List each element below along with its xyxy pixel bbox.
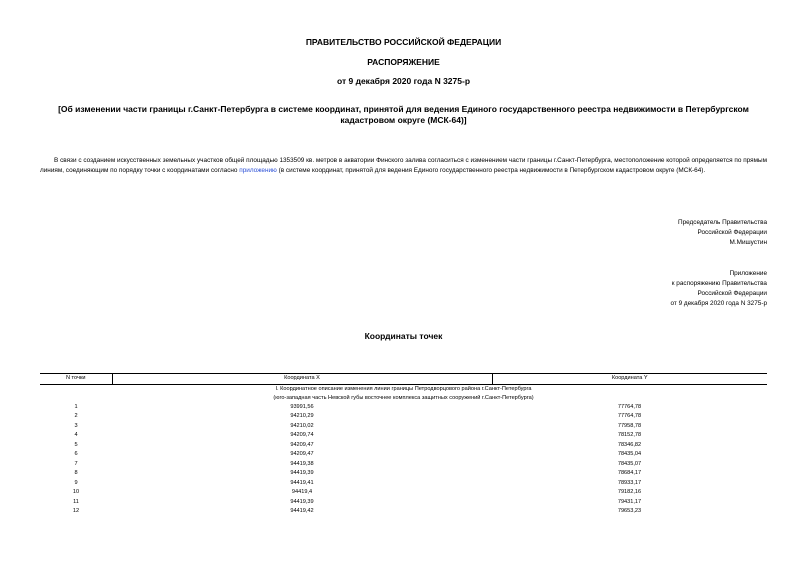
- signature-block: [567, 218, 767, 248]
- point-number: 5: [74, 441, 78, 448]
- coordinate-y: 78435,04: [617, 451, 642, 457]
- table-row: [40, 422, 767, 432]
- coordinate-x: 94419,41: [290, 479, 314, 486]
- paragraph-text-end: (в системе координат, принятой для ведения Единого государственного реестра недвижимости в Петербургском кадастровом округе (МСК-64).: [276, 167, 706, 174]
- coordinate-y: 79182,16: [617, 489, 642, 495]
- appendix-label: Приложение: [729, 270, 767, 277]
- coordinate-x: 94419,4: [291, 489, 313, 495]
- table-row: [40, 431, 767, 441]
- point-number: 2: [74, 413, 78, 419]
- paragraph-text-start: В связи с созданием искусственных земельных участков общей площадью 1353509 кв. метров в акватории Финского залива согласиться с изменением части границы г.Санкт-Петербурга, местоположение которой определяется по прямым линиям, соединяющим по порядку точки с координатами согласно: [40, 157, 767, 174]
- table-row: [40, 403, 767, 413]
- coordinate-y: 78933,17: [617, 479, 642, 486]
- document-date-number: от 9 декабря 2020 года N 3275-р: [336, 76, 471, 86]
- appendix-link[interactable]: приложению: [239, 167, 277, 174]
- point-number: 1: [74, 403, 78, 410]
- document-title: [Об изменении части границы г.Санкт-Петербурга в системе координат, принятой для ведения Единого государственного реестра недвижимости в Петербургском кадастровом округе (МСК-64)]: [58, 104, 749, 125]
- header-coordinate-x: Координата X: [112, 374, 492, 385]
- appendix-reference: к распоряжению Правительства: [671, 280, 767, 287]
- coordinate-x: 94209,74: [290, 432, 314, 438]
- header-coordinate-y: Координата Y: [492, 374, 767, 385]
- coordinate-y: 78435,07: [617, 460, 642, 467]
- point-number: 4: [74, 432, 78, 438]
- coordinate-x: 93991,56: [290, 403, 314, 410]
- coordinate-y: 77764,78: [617, 413, 642, 419]
- coordinate-y: 79431,17: [617, 498, 642, 505]
- point-number: 9: [74, 479, 78, 486]
- coordinate-y: 78152,78: [617, 432, 642, 438]
- header-point-number: N точки: [40, 374, 112, 385]
- table-row: [40, 450, 767, 460]
- coordinate-x: 94209,47: [290, 451, 314, 457]
- point-number: 8: [74, 470, 78, 476]
- section-row: [40, 384, 767, 403]
- point-number: 11: [73, 498, 79, 505]
- point-number: 3: [74, 422, 78, 429]
- coordinate-x: 94210,29: [290, 413, 314, 419]
- signature-position: Председатель Правительства: [678, 219, 767, 226]
- point-number: 12: [72, 508, 80, 514]
- coordinate-x: 94419,42: [290, 508, 314, 514]
- table-row: [40, 460, 767, 470]
- coordinate-y: 77764,78: [617, 403, 642, 410]
- table-row: [40, 441, 767, 451]
- coordinate-x: 94419,38: [290, 460, 314, 467]
- section-description: [40, 384, 767, 403]
- coordinate-y: 78346,82: [617, 441, 642, 448]
- signature-organization: Российской Федерации: [697, 229, 767, 236]
- appendix-date-number: от 9 декабря 2020 года N 3275-р: [670, 300, 767, 307]
- table-row: [40, 498, 767, 508]
- government-name: ПРАВИТЕЛЬСТВО РОССИЙСКОЙ ФЕДЕРАЦИИ: [305, 37, 502, 47]
- appendix-organization: Российской Федерации: [697, 290, 767, 297]
- appendix-block: [567, 269, 767, 309]
- coordinate-x: 94209,47: [290, 441, 314, 448]
- coordinate-y: 77958,78: [617, 422, 642, 429]
- document-type: РАСПОРЯЖЕНИЕ: [367, 57, 440, 67]
- point-number: 7: [74, 460, 78, 467]
- table-row: [40, 469, 767, 479]
- table-header-row: [40, 374, 767, 385]
- coordinates-title: Координаты точек: [364, 331, 443, 341]
- coordinate-y: 78684,17: [617, 470, 642, 476]
- coordinate-x: 94419,39: [290, 470, 314, 476]
- coordinates-table: [40, 373, 767, 517]
- coordinate-y: 79653,23: [617, 508, 642, 514]
- point-number: 6: [74, 451, 78, 457]
- coordinate-x: 94419,39: [290, 498, 314, 505]
- coordinate-x: 94210,02: [290, 422, 314, 429]
- table-row: [40, 412, 767, 422]
- section-line-2: (юго-западная часть Невской губы восточнее комплекса защитных сооружений г.Санкт-Петербурга): [273, 394, 534, 401]
- table-row: [40, 507, 767, 517]
- table-row: [40, 479, 767, 489]
- table-row: [40, 488, 767, 498]
- section-line-1: I. Координатное описание изменения линии границы Петродворцового района г.Санкт-Петербурга: [275, 385, 532, 392]
- point-number: 10: [72, 489, 80, 495]
- signature-name: М.Мишустин: [729, 239, 767, 246]
- body-paragraph: [40, 156, 767, 176]
